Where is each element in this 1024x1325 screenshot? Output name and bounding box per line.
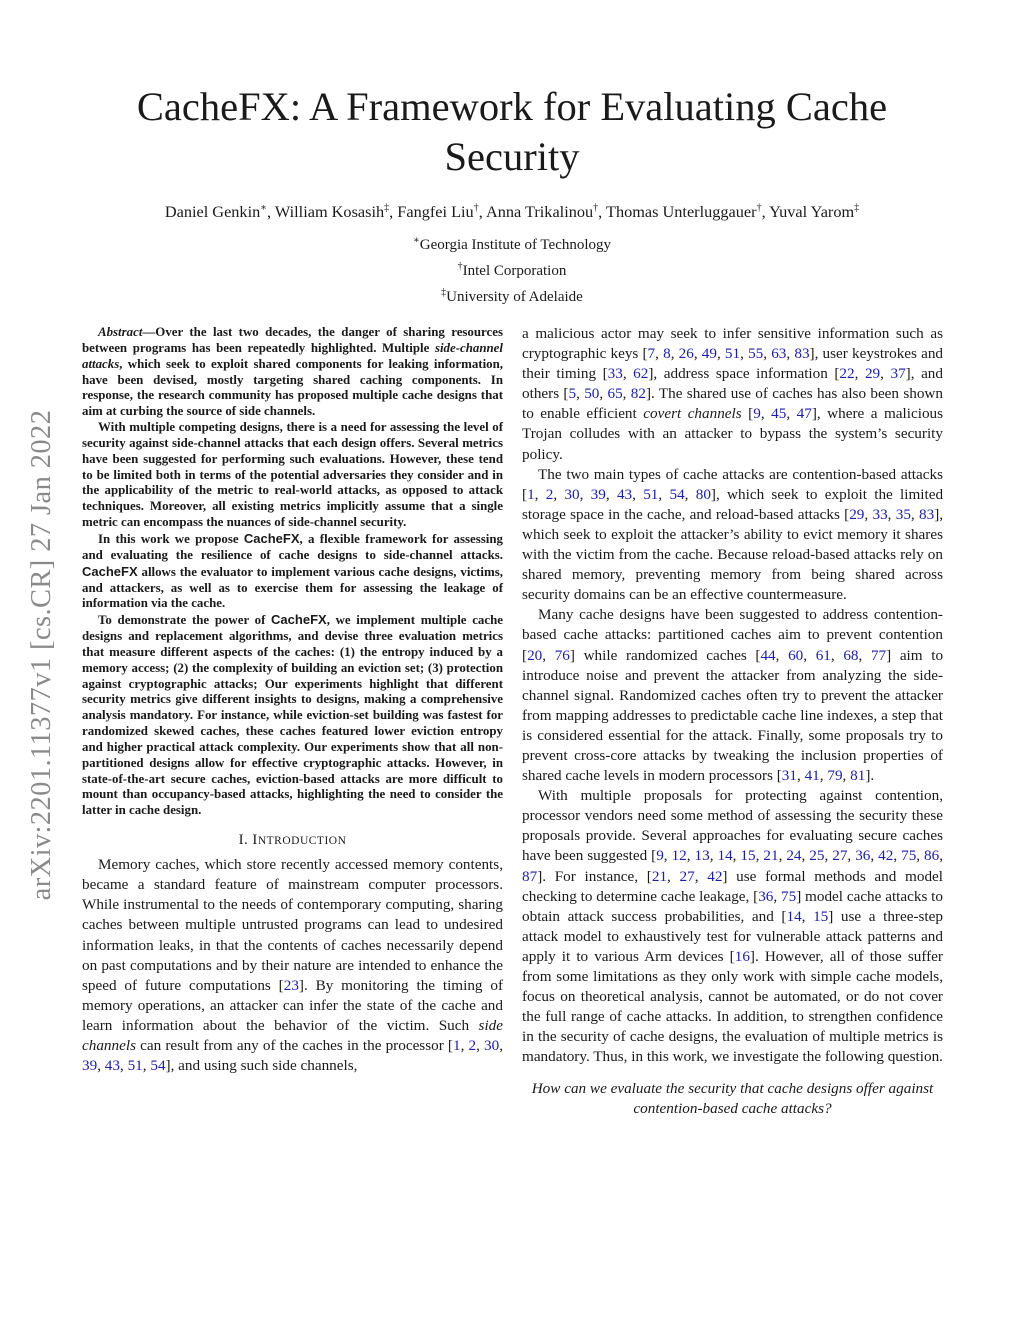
citation-link[interactable]: 25 bbox=[809, 847, 825, 865]
citation-link[interactable]: 81 bbox=[850, 767, 866, 785]
citation-link[interactable]: 31 bbox=[781, 767, 797, 785]
citation-link[interactable]: 47 bbox=[796, 405, 812, 423]
author-list: Daniel Genkin∗, William Kosasih‡, Fangfei Liu†, Anna Trikalinou†, Thomas Unterluggauer†, Yuval Yarom‡ bbox=[164, 202, 860, 221]
citation-link[interactable]: 75 bbox=[901, 847, 917, 865]
arxiv-identifier: arXiv:2201.11377v1 [cs.CR] 27 Jan 2022 bbox=[26, 409, 57, 901]
citation-link[interactable]: 12 bbox=[671, 847, 687, 865]
citation-link[interactable]: 36 bbox=[758, 887, 774, 905]
citation-link[interactable]: 75 bbox=[781, 887, 797, 905]
citation-group: 20, 76 bbox=[527, 646, 570, 664]
citation-link[interactable]: 33 bbox=[607, 365, 623, 383]
citation-link[interactable]: 30 bbox=[564, 485, 580, 503]
citation-link[interactable]: 29 bbox=[864, 365, 881, 383]
citation-link[interactable]: 41 bbox=[804, 767, 820, 785]
author-mark: ∗ bbox=[260, 202, 268, 214]
citation-group: 29, 33, 35, 83 bbox=[849, 505, 935, 523]
system-name: CacheFX bbox=[271, 612, 327, 628]
citation-link[interactable]: 79 bbox=[827, 767, 843, 785]
citation-link[interactable]: 60 bbox=[788, 646, 804, 664]
citation-group: 14, 15 bbox=[786, 907, 829, 925]
citation-link[interactable]: 54 bbox=[150, 1057, 166, 1075]
author-mark: ‡ bbox=[854, 202, 860, 214]
citation-link[interactable]: 24 bbox=[786, 847, 802, 865]
citation-link[interactable]: 2 bbox=[545, 485, 554, 503]
citation-link[interactable]: 61 bbox=[815, 646, 831, 664]
citation-link[interactable]: 82 bbox=[630, 385, 646, 403]
citation-link[interactable]: 65 bbox=[607, 385, 623, 403]
citation-group: 9, 12, 13, 14, 15, 21, 24, 25, 27, 36, 42, 75, 86, 87 bbox=[522, 847, 944, 885]
affiliation: ∗Georgia Institute of Technology bbox=[412, 235, 612, 253]
citation-link[interactable]: 51 bbox=[127, 1057, 143, 1075]
system-name: CacheFX bbox=[243, 530, 300, 546]
citation-group: 7, 8, 26, 49, 51, 55, 63, 83 bbox=[647, 345, 810, 363]
citation-link[interactable]: 43 bbox=[104, 1057, 120, 1075]
citation-link[interactable]: 27 bbox=[832, 847, 848, 865]
citation-link[interactable]: 29 bbox=[849, 505, 865, 523]
author-name: Anna Trikalinou bbox=[485, 202, 594, 221]
paper-title: CacheFX: A Framework for Evaluating Cache Security bbox=[136, 84, 888, 179]
citation-link[interactable]: 80 bbox=[695, 485, 711, 503]
citation-group: 44, 60, 61, 68, 77 bbox=[760, 646, 887, 664]
citation-link[interactable]: 16 bbox=[734, 947, 750, 965]
citation-group: 22, 29, 37 bbox=[839, 365, 906, 383]
author-mark: † bbox=[593, 202, 599, 214]
citation-link[interactable]: 7 bbox=[647, 345, 656, 363]
citation-link[interactable]: 77 bbox=[870, 646, 887, 664]
citation-link[interactable]: 21 bbox=[763, 847, 779, 865]
citation-link[interactable]: 27 bbox=[679, 867, 695, 885]
affiliation: †Intel Corporation bbox=[457, 261, 567, 279]
author-name: William Kosasih bbox=[274, 202, 385, 221]
citation-group: 1, 2, 30, 39, 43, 51, 54, 80 bbox=[527, 485, 711, 503]
citation-link[interactable]: 13 bbox=[694, 847, 710, 865]
citation-link[interactable]: 23 bbox=[283, 976, 299, 994]
citation-link[interactable]: 9 bbox=[656, 847, 664, 865]
citation-link[interactable]: 62 bbox=[633, 365, 649, 383]
citation-link[interactable]: 35 bbox=[895, 505, 911, 523]
author-name: Thomas Unterluggauer bbox=[606, 202, 757, 221]
citation-link[interactable]: 83 bbox=[794, 345, 810, 363]
citation-link[interactable]: 43 bbox=[616, 485, 633, 503]
citation-link[interactable]: 50 bbox=[584, 385, 600, 403]
citation-group: 5, 50, 65, 82 bbox=[568, 385, 646, 403]
citation-link[interactable]: 8 bbox=[663, 345, 671, 363]
abstract-label: Abstract bbox=[98, 325, 143, 339]
citation-link[interactable]: 33 bbox=[872, 505, 888, 523]
citation-group: 9, 45, 47 bbox=[753, 405, 812, 423]
citation-link[interactable]: 39 bbox=[590, 485, 606, 503]
citation-link[interactable]: 36 bbox=[855, 847, 871, 865]
citation-link[interactable]: 21 bbox=[651, 867, 668, 885]
citation-link[interactable]: 44 bbox=[760, 646, 776, 664]
citation-link[interactable]: 37 bbox=[890, 365, 906, 383]
citation-link[interactable]: 39 bbox=[82, 1057, 98, 1075]
author-mark: † bbox=[473, 202, 479, 214]
citation-group: 21, 27, 42 bbox=[651, 867, 723, 885]
citation-link[interactable]: 42 bbox=[707, 867, 723, 885]
citation-link[interactable]: 51 bbox=[643, 485, 659, 503]
abstract-paragraph: In this work we propose CacheFX, a flexible framework for assessing and evaluating the resilience of cache designs to side-channel attacks. CacheFX allows the evaluator to implement various cache designs, victims, and attackers, as well as to exercise them for assessing the leakage of information via the cache. bbox=[82, 530, 503, 611]
citation-link[interactable]: 83 bbox=[919, 505, 935, 523]
section-heading: I. INTRODUCTION bbox=[238, 832, 347, 849]
body-paragraph: Memory caches, which store recently accessed memory contents, became a standard feature of mainstream computer processors. While instrumental to the needs of contemporary computing, sharing caches between multiple untrusted programs can lead to undesired information leaks, in that the contents of caches necessarily depend on past computations and by their nature are intended to enhance the speed of future computations [23]. By monitoring the timing of memory operations, an attacker can infer the state of the cache and learn information about the behavior of the victim. Such side channels can result from any of the caches in the processor [1, 2, 30, 39, 43, 51, 54], and using such side channels, bbox=[82, 856, 504, 1075]
citation-link[interactable]: 15 bbox=[813, 907, 829, 925]
citation-link[interactable]: 42 bbox=[878, 847, 894, 865]
citation-link[interactable]: 15 bbox=[740, 847, 756, 865]
citation-link[interactable]: 9 bbox=[753, 405, 761, 423]
citation-link[interactable]: 76 bbox=[554, 646, 570, 664]
citation-link[interactable]: 30 bbox=[484, 1037, 500, 1054]
body-paragraph: a malicious actor may seek to infer sensitive information such as cryptographic keys [7, 8, 26, 49, 51, 55, 63, 83], user keystrokes and their timing [33, 62], address space information [22, 29, 37], and others [5, 50, 65, 82]. The shared use of caches has also been shown to enable efficient covert channels [9, 45, 47], where a malicious Trojan colludes with an attacker to bypass the system’s security policy. bbox=[522, 325, 944, 463]
citation-link[interactable]: 68 bbox=[843, 646, 859, 664]
citation-group: 31, 41, 79, 81 bbox=[781, 767, 866, 785]
citation-link[interactable]: 14 bbox=[717, 847, 733, 865]
left-column bbox=[82, 325, 503, 1076]
abstract-paragraph: Abstract—Over the last two decades, the danger of sharing resources between programs has been repeatedly highlighted. Multiple side-channel attacks, which seek to exploit shared components for leaking information, have been devised, mostly targeting shared caching components. In response, the research community has proposed multiple cache designs that aim at curbing the source of side channels. bbox=[82, 325, 503, 419]
author-name: Daniel Genkin bbox=[164, 202, 261, 221]
citation-group: 36, 75 bbox=[758, 887, 797, 905]
citation-link[interactable]: 63 bbox=[771, 345, 787, 363]
affiliation: ‡University of Adelaide bbox=[441, 287, 583, 305]
abstract-paragraph: With multiple competing designs, there is a need for assessing the level of security against side-channel attacks that each design offers. Several metrics have been suggested for performing such evaluations. However, these tend to be limited both in terms of the potential adversaries they consider and in the applicability of the metric to real-world attacks, as opposed to attack techniques. Moreover, all existing metrics implicitly assume that a single metric can encompass the nuances of side-channel security. bbox=[82, 420, 503, 530]
research-question: How can we evaluate the security that cache designs offer against contention-based cache attacks? bbox=[531, 1080, 934, 1118]
citation-link[interactable]: 54 bbox=[669, 485, 685, 503]
author-mark: † bbox=[756, 202, 762, 214]
body-paragraph: With multiple proposals for protecting against contention, processor vendors need some method of assessing the security these proposals provide. Several approaches for evaluating secure caches have been suggested [9, 12, 13, 14, 15, 21, 24, 25, 27, 36, 42, 75, 86, 87]. For instance, [21, 27, 42] use formal methods and model checking to determine cache leakage, [36, 75] model cache attacks to obtain attack success probabilities, and [14, 15] use a three-step attack model to exhaustively test for vulnerable attack patterns and apply it to various Arm devices [16]. However, all of those suffer from some limitations as they only work with simple cache models, focus on theoretical analysis, cannot be automated, or do not cover the full range of cache attacks. In addition, to strengthen confidence in the security of cache designs, the evaluation of multiple metrics is mandatory. Thus, in this work, we investigate the following question. bbox=[522, 787, 944, 1066]
body-paragraph: The two main types of cache attacks are contention-based attacks [1, 2, 30, 39, 43, 51, 54, 80], which seek to exploit the limited storage space in the cache, and reload-based attacks [29, 33, 35, 83], which seek to exploit the attacker’s ability to evict memory it shares with the victim from the cache. Because reload-based attacks rely on shared memory, preventing memory from being shared across security domains can be an effective countermeasure. bbox=[522, 465, 944, 604]
citation-link[interactable]: 14 bbox=[786, 907, 802, 925]
citation-group bbox=[735, 948, 750, 965]
citation-link[interactable]: 22 bbox=[839, 365, 855, 383]
citation-link[interactable]: 51 bbox=[724, 345, 741, 363]
system-name: CacheFX bbox=[82, 563, 138, 579]
citation-link[interactable]: 26 bbox=[678, 345, 694, 363]
citation-link[interactable]: 45 bbox=[771, 405, 787, 423]
author-mark: ‡ bbox=[384, 202, 390, 214]
citation-link[interactable]: 1 bbox=[452, 1037, 461, 1054]
citation-link[interactable]: 2 bbox=[468, 1037, 477, 1054]
citation-link[interactable]: 49 bbox=[701, 345, 717, 363]
citation-link[interactable]: 87 bbox=[522, 867, 538, 885]
author-name: Yuval Yarom bbox=[769, 202, 855, 221]
right-column bbox=[522, 324, 943, 1119]
citation-link[interactable]: 55 bbox=[748, 345, 764, 363]
citation-link[interactable]: 86 bbox=[924, 847, 940, 865]
citation-link[interactable]: 5 bbox=[568, 385, 577, 403]
author-name: Fangfei Liu bbox=[397, 202, 474, 221]
abstract-paragraph: To demonstrate the power of CacheFX, we implement multiple cache designs and replacement algorithms, and devise three evaluation metrics that measure different aspects of the caches: (1) the entropy induced by a memory access; (2) the complexity of building an eviction set; (3) protection against cryptographic attacks; Our experiments highlight that different security metrics give different insights to designs, making a comprehensive analysis mandatory. For instance, while eviction-set building was fastest for randomized skewed caches, these caches featured lower eviction entropy and higher practical attack complexity. Our experiments show that all non-partitioned designs allow for effective cryptographic attacks. However, in state-of-the-art secure caches, eviction-based attacks are more difficult to mount than occupancy-based attacks, highlighting the need to consider the latter in cache design. bbox=[82, 612, 503, 818]
affiliation-list bbox=[312, 230, 712, 308]
citation-link[interactable]: 20 bbox=[527, 646, 543, 664]
citation-group: 1, 2, 30, 39, 43, 51, 54 bbox=[82, 1037, 504, 1075]
citation-link[interactable]: 1 bbox=[527, 485, 535, 503]
citation-group: 33, 62 bbox=[607, 365, 649, 383]
body-paragraph: Many cache designs have been suggested to address contention-based cache attacks: partitioned caches aim to prevent contention [20, 76] while randomized caches [44, 60, 61, 68, 77] aim to introduce noise and prevent the attacker from analyzing the side-channel signal. Randomized caches often try to prevent the attacker from mapping addresses to predictable cache line indexes, a step that is considered essential for the attack. Finally, some proposals try to prevent cross-core attacks by tweaking the inclusion properties of shared cache levels in modern processors [31, 41, 79, 81]. bbox=[522, 606, 944, 785]
